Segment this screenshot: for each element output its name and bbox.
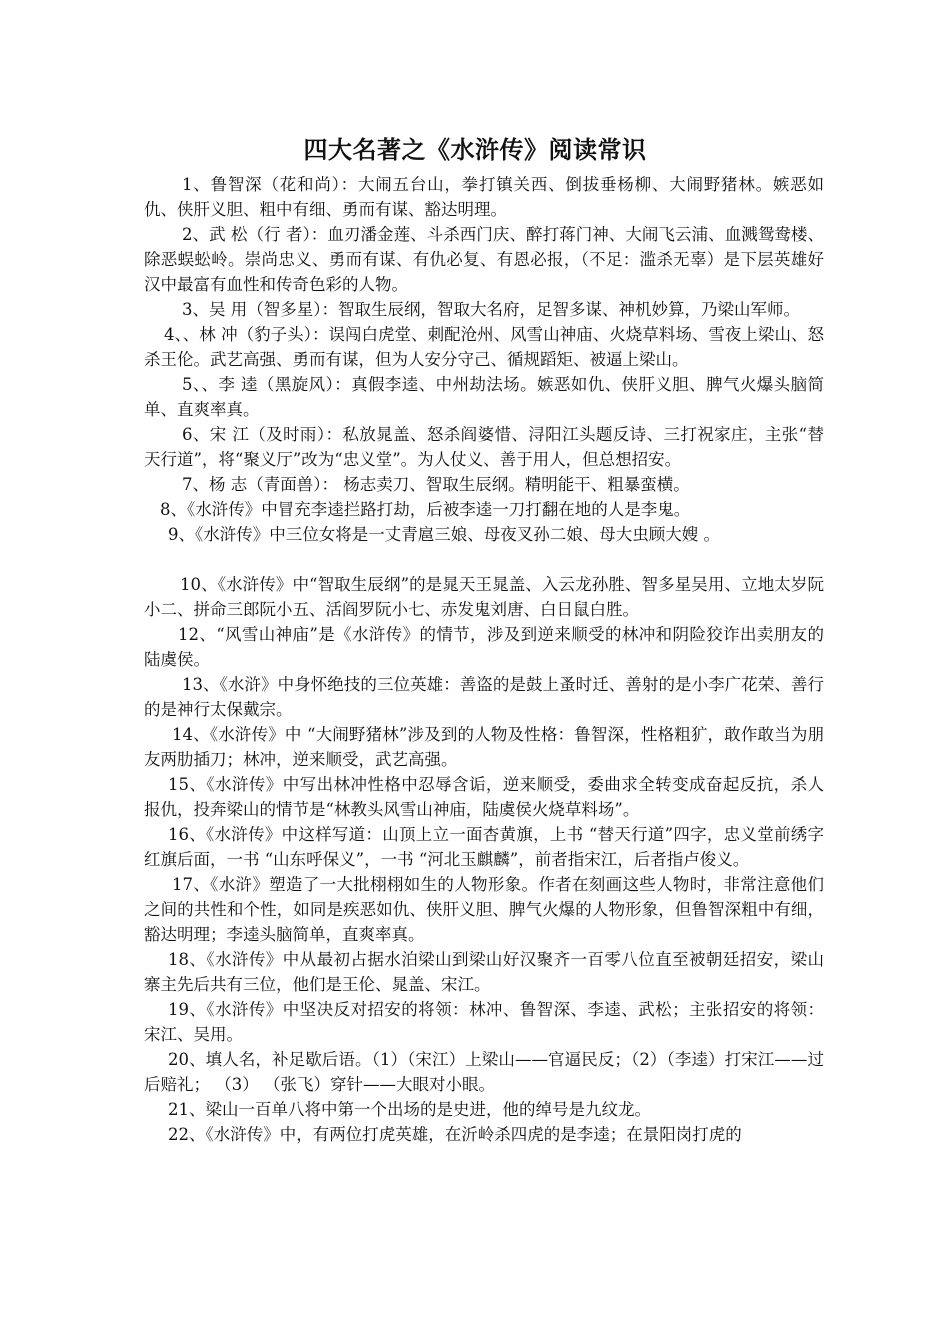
paragraph-17: 17、《水浒》塑造了一大批栩栩如生的人物形象。作者在刻画这些人物时，非常注意他们之间的共性和个性，如同是疾恶如仇、侠肝义胆、脾气火爆的人物形象，但鲁智深粗中有细，豁达明理；李逵头脑简单，直爽率真。 bbox=[144, 875, 824, 944]
paragraph-18: 18、《水浒传》中从最初占据水泊梁山到梁山好汉聚齐一百零八位直至被朝廷招安，梁山寨主先后共有三位，他们是王伦、晁盖、宋江。 bbox=[144, 950, 824, 994]
paragraph-2: 2、武 松（行 者）：血刃潘金莲、斗杀西门庆、醉打蒋门神、大闹飞云浦、血溅鸳鸯楼、除恶蜈蚣岭。崇尚忠义、勇而有谋、有仇必复、有恩必报，（不足：滥杀无辜）是下层英雄好汉中最富有血性和传奇色彩的人物。 bbox=[144, 225, 824, 294]
paragraph-5: 5、、李 逵（黑旋风）：真假李逵、中州劫法场。嫉恶如仇、侠肝义胆、脾气火爆头脑简单、直爽率真。 bbox=[144, 375, 824, 419]
paragraph-15: 15、《水浒传》中写出林冲性格中忍辱含诟，逆来顺受，委曲求全转变成奋起反抗，杀人报仇，投奔梁山的情节是“林教头风雪山神庙，陆虞侯火烧草料场”。 bbox=[144, 775, 824, 819]
paragraph-16: 16、《水浒传》中这样写道：山顶上立一面杏黄旗，上书 “替天行道”四字，忠义堂前绣字红旗后面，一书 “山东呼保义”，一书 “河北玉麒麟”，前者指宋江，后者指卢俊义。 bbox=[144, 825, 824, 869]
paragraph-22: 22、《水浒传》中，有两位打虎英雄，在沂岭杀四虎的是李逵；在景阳岗打虎的 bbox=[168, 1125, 742, 1144]
paragraph-21: 21、梁山一百单八将中第一个出场的是史进，他的绰号是九纹龙。 bbox=[168, 1100, 651, 1119]
paragraph-9: 9、《水浒传》中三位女将是一丈青扈三娘、母夜叉孙二娘、母大虫顾大嫂 。 bbox=[168, 525, 720, 544]
paragraph-20: 20、填人名，补足歇后语。（1）（宋江）上梁山——官逼民反；（2）（李逵）打宋江——过后赔礼； （3） （张飞）穿针——大眼对小眼。 bbox=[144, 1050, 824, 1094]
paragraph-6: 6、宋 江（及时雨）：私放晁盖、怒杀阎婆惜、浔阳江头题反诗、三打祝家庄，主张“替天行道”，将“聚义厅”改为“忠义堂”。为人仗义、善于用人，但总想招安。 bbox=[144, 425, 824, 469]
paragraph-7: 7、杨 志（青面兽）： 杨志卖刀、智取生辰纲。精明能干、粗暴蛮横。 bbox=[182, 475, 690, 494]
paragraph-8: 8、《水浒传》中冒充李逵拦路打劫，后被李逵一刀打翻在地的人是李鬼。 bbox=[160, 500, 691, 519]
paragraph-4: 4、、林 冲（豹子头）：误闯白虎堂、刺配沧州、风雪山神庙、火烧草料场、雪夜上梁山、怒杀王伦。武艺高强、勇而有谋，但为人安分守己、循规蹈矩、被逼上梁山。 bbox=[144, 325, 824, 369]
paragraph-13: 13、《水浒》中身怀绝技的三位英雄：善盗的是鼓上蚤时迁、善射的是小李广花荣、善行的是神行太保戴宗。 bbox=[144, 675, 824, 719]
paragraph-3: 3、吴 用（智多星）：智取生辰纲，智取大名府，足智多谋、神机妙算，乃梁山军师。 bbox=[182, 300, 800, 319]
document-body bbox=[144, 172, 824, 1147]
page-title: 四大名著之《水浒传》阅读常识 bbox=[303, 135, 647, 164]
paragraph-12: 12、“风雪山神庙”是《水浒传》的情节，涉及到逆来顺受的林冲和阴险狡诈出卖朋友的陆虞侯。 bbox=[144, 625, 824, 669]
paragraph-10: 10、《水浒传》中“智取生辰纲”的是晁天王晁盖、入云龙孙胜、智多星吴用、立地太岁阮小二、拼命三郎阮小五、活阎罗阮小七、赤发鬼刘唐、白日鼠白胜。 bbox=[144, 575, 824, 619]
paragraph-19: 19、《水浒传》中坚决反对招安的将领：林冲、鲁智深、李逵、武松；主张招安的将领：宋江、吴用。 bbox=[144, 1000, 824, 1044]
blank-line bbox=[144, 547, 824, 572]
paragraph-14: 14、《水浒传》中 “大闹野猪林”涉及到的人物及性格：鲁智深，性格粗犷，敢作敢当为朋友两肋插刀；林冲，逆来顺受，武艺高强。 bbox=[144, 725, 824, 769]
paragraph-1: 1、鲁智深（花和尚）：大闹五台山，拳打镇关西、倒拔垂杨柳、大闹野猪林。嫉恶如仇、侠肝义胆、粗中有细、勇而有谋、豁达明理。 bbox=[144, 175, 824, 219]
